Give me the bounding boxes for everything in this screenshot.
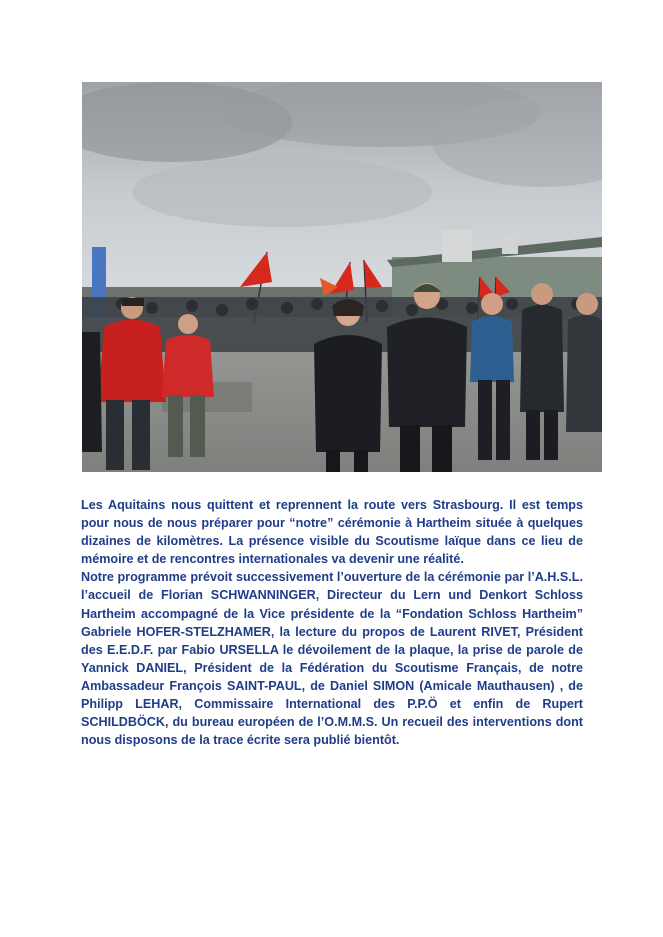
paragraph: Notre programme prévoit successivement l’ouverture de la cérémonie par l’A.H.S.L. l’accueil de Florian SCHWANNINGER, Directeur du Lern und Denkort Schloss Hartheim accompagné de la Vice présidente de la “Fondation Schloss Hartheim” Gabriele HOFER-STELZHAMER, la lecture du propos de Laurent RIVET, Président des E.E.D.F. par Fabio URSELLA le dévoilement de la plaque, la prise de parole de Yannick DANIEL, Président de la Fédération du Scoutisme Français, de notre Ambassadeur François SAINT-PAUL, de Daniel SIMON (Amicale Mauthausen) , de Philipp LEHAR, Commissaire International des P.P.Ö et enfin de Rupert SCHILDBÖCK, du bureau européen de l’O.M.M.S. Un recueil des interventions dont nous disposons de la trace écrite sera publié bientôt. xyxy=(81,570,583,748)
chimney xyxy=(502,234,518,254)
article-body xyxy=(81,496,583,749)
paragraph: Les Aquitains nous quittent et reprennent la route vers Strasbourg. Il est temps pour nous de nous préparer pour “notre” cérémonie à Hartheim située à quelques dizaines de kilomètres. La présence visible du Scoutisme laïque dans ce lieu de mémoire et de rencontres internationales va devenir une réalité. xyxy=(81,498,583,567)
cloud xyxy=(132,157,432,227)
person-left-edge xyxy=(82,332,102,452)
crowd-photo-illustration xyxy=(82,82,602,472)
ceremony-photo xyxy=(82,82,602,472)
chimney xyxy=(442,230,472,262)
